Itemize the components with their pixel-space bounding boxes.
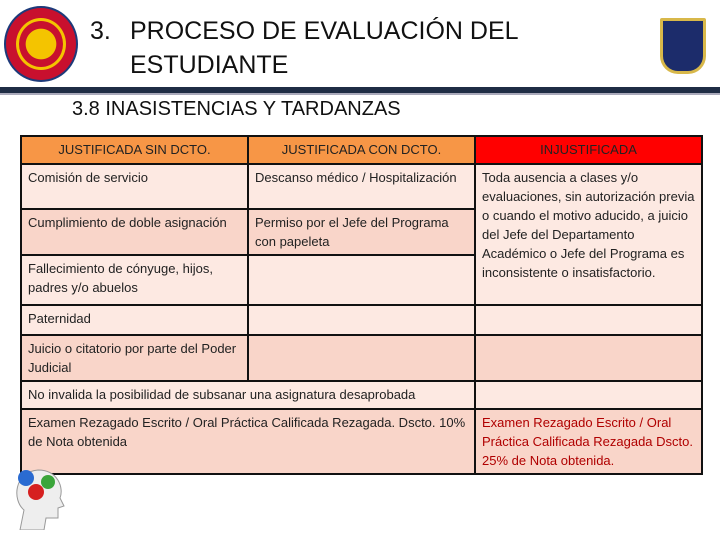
cell-con-dcto: Descanso médico / Hospitalización — [248, 164, 475, 209]
page-title — [90, 14, 519, 82]
cell-empty — [248, 305, 475, 335]
col-header-injustificada: INJUSTIFICADA — [475, 136, 702, 164]
title-line2: ESTUDIANTE — [130, 51, 289, 79]
cell-injustificada: Toda ausencia a clases y/o evaluaciones, sin autorización previa o cuando el motivo aducido, a juicio del Jefe del Departamento Académico o Jefe del Programa es inconsistente o insatisfactorio. — [475, 164, 702, 305]
col-header-con-dcto: JUSTIFICADA CON DCTO. — [248, 136, 475, 164]
divider-shadow — [0, 93, 720, 95]
cell-empty — [475, 381, 702, 409]
cell-exam-injustificada: Examen Rezagado Escrito / Oral Práctica Calificada Rezagada Dscto. 25% de Nota obtenida. — [475, 409, 702, 474]
cell-sin-dcto: Cumplimiento de doble asignación — [21, 209, 248, 255]
absences-table — [20, 135, 703, 475]
cell-sin-dcto: Fallecimiento de cónyuge, hijos, padres y/o abuelos — [21, 255, 248, 305]
title-number: 3. — [90, 17, 111, 45]
section-subtitle: 3.8 INASISTENCIAS Y TARDANZAS — [72, 98, 401, 120]
cell-note: No invalida la posibilidad de subsanar una asignatura desaprobada — [21, 381, 475, 409]
cell-empty — [248, 255, 475, 305]
cell-exam-justificada: Examen Rezagado Escrito / Oral Práctica Calificada Rezagada. Dscto. 10% de Nota obtenida — [21, 409, 475, 474]
cell-empty — [475, 335, 702, 381]
title-line1: PROCESO DE EVALUACIÓN DEL — [130, 17, 519, 45]
head-gears-icon — [10, 460, 70, 530]
cell-empty — [248, 335, 475, 381]
cell-sin-dcto: Paternidad — [21, 305, 248, 335]
cell-empty — [475, 305, 702, 335]
cell-con-dcto: Permiso por el Jefe del Programa con papeleta — [248, 209, 475, 255]
cell-sin-dcto: Juicio o citatorio por parte del Poder Judicial — [21, 335, 248, 381]
col-header-sin-dcto: JUSTIFICADA SIN DCTO. — [21, 136, 248, 164]
cell-sin-dcto: Comisión de servicio — [21, 164, 248, 209]
institution-logo-right — [648, 10, 712, 76]
institution-logo-left — [4, 6, 78, 82]
